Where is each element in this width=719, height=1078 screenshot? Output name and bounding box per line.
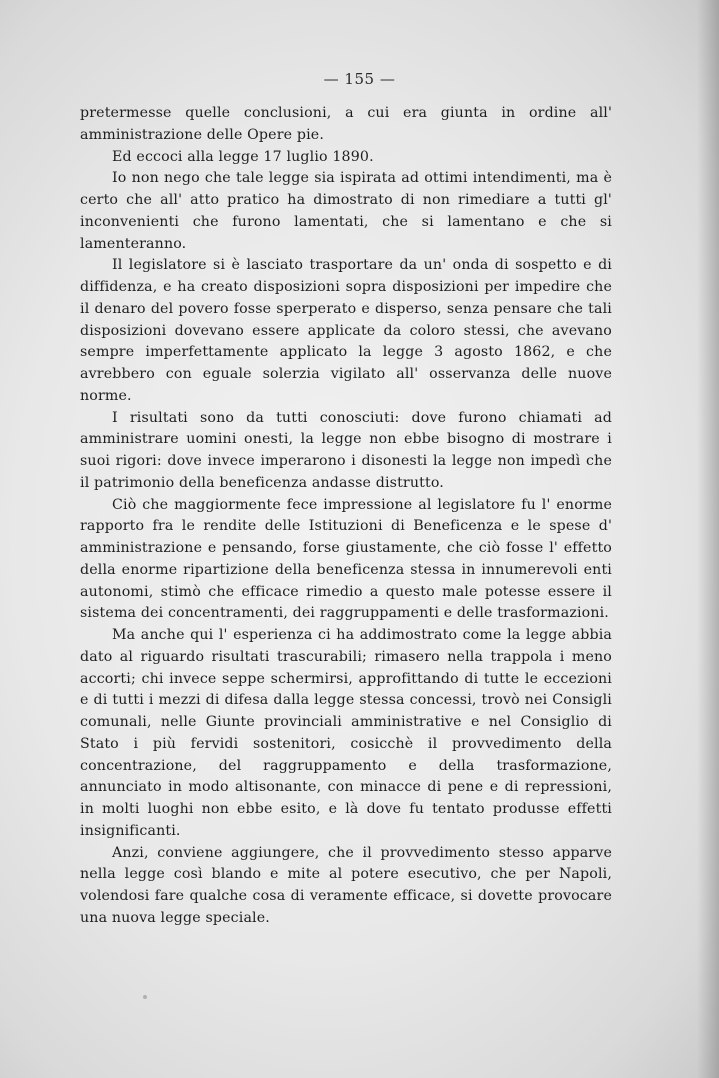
paragraph: Ciò che maggiormente fece impressione al legislatore fu l' enorme rapporto fra le rendite delle Istituzioni di Beneficenza e le spese d' amministrazione e pensando, forse giustamente, che ciò fosse l' effetto della enorme ripartizione della beneficenza stessa in innumerevoli enti autonomi, stimò che efficace rimedio a questo male potesse essere il sistema dei concentramenti, dei raggruppamenti e delle trasformazioni. [80,496,612,622]
paragraph: pretermesse quelle conclusioni, a cui era giunta in ordine all' amministrazione delle Opere pie. [80,105,612,143]
paragraph: Anzi, conviene aggiungere, che il provvedimento stesso apparve nella legge così blando e mite al potere esecutivo, che per Napoli, volendosi fare qualche cosa di veramente efficace, si dovette provocare una nuova legge speciale. [80,844,612,926]
paragraph: Ma anche qui l' esperienza ci ha addimostrato come la legge abbia dato al riguardo risultati trascurabili; rimasero nella trappola i meno accorti; chi invece seppe schermirsi, approfittando di tutte le eccezioni e di tutti i mezzi di difesa dalla legge stessa concessi, trovò nei Consigli comunali, nelle Giunte provinciali amministrative e nel Consiglio di Stato i più fervidi sostenitori, cosicchè il provvedimento della concentrazione, del raggruppamento e della trasformazione, annunciato in modo altisonante, con minacce di pene e di repressioni, in molti luoghi non ebbe esito, e là dove fu tentato produsse effetti insignificanti. [80,627,612,839]
body-text [80,103,612,930]
paragraph: Io non nego che tale legge sia ispirata ad ottimi intendimenti, ma è certo che all' atto pratico ha dimostrato di non rimediare a tutti gl' inconvenienti che furono lamentati, che si lamentano e che si lamenteranno. [80,170,612,252]
page-number: — 155 — [323,70,396,88]
paper-speck [143,995,147,999]
paragraph: Il legislatore si è lasciato trasportare da un' onda di sospetto e di diffidenza, e ha creato disposizioni sopra disposizioni per impedire che il denaro del povero fosse sperperato e disperso, senza pensare che tali disposizioni dovevano essere applicate da coloro stessi, che avevano sempre imperfettamente applicato la legge 3 agosto 1862, e che avrebbero con eguale solerzia vigilato all' osservanza delle nuove norme. [80,257,612,404]
paragraph: Ed eccoci alla legge 17 luglio 1890. [112,148,374,165]
paragraph: I risultati sono da tutti conosciuti: dove furono chiamati ad amministrare uomini onesti, la legge non ebbe bisogno di mostrare i suoi rigori: dove invece imperarono i disonesti la legge non impedì che il patrimonio della beneficenza andasse distrutto. [80,409,612,491]
